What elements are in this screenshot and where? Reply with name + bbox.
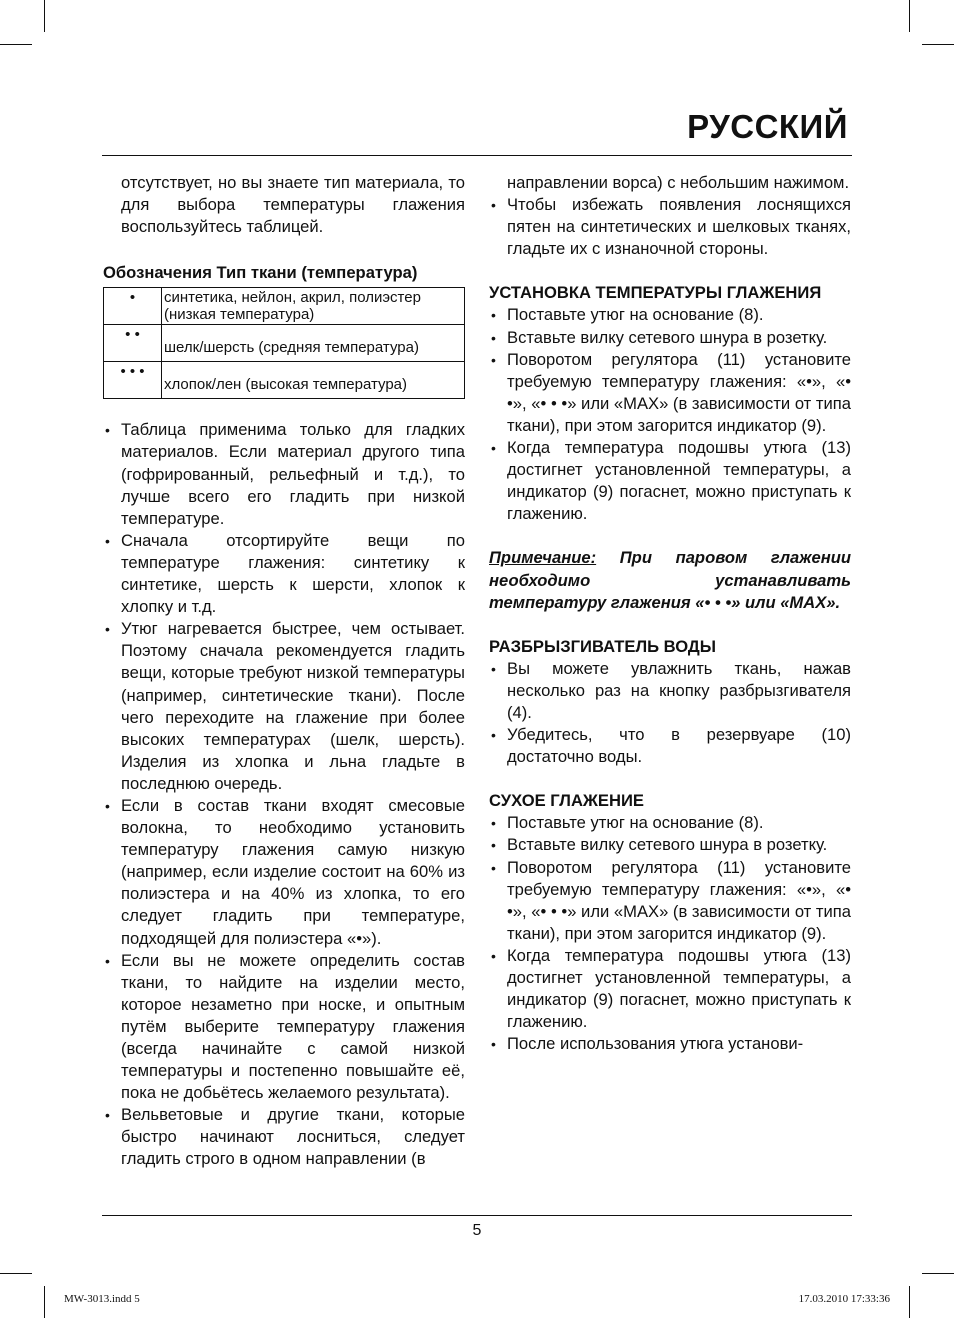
crop-mark [922,1273,954,1274]
page-title: РУССКИЙ [687,108,848,145]
slug-date: 17.03.2010 17:33:36 [798,1293,890,1305]
page-number: 5 [472,1222,482,1239]
dry-ironing-section-heading: СУХОЕ ГЛАЖЕНИЕ [489,791,644,811]
list-item: • Вставьте вилку сетевого шнура в розетку. [489,327,851,349]
list-item: • Когда температура подошвы утюга (13) достигнет установленной температуры, а индикатор (9) погаснет, можно приступать к глажению. [489,437,851,525]
intro-paragraph: отсутствует, но вы знаете тип материала, то для выбора температуры глажения воспользуйтесь таблицей. [121,173,465,237]
fabric-cell: хлопок/лен (высокая температура) [162,362,465,399]
list-item: • Убедитесь, что в резервуаре (10) достаточно воды. [489,724,851,768]
temperature-bullet-list [489,304,851,525]
note-label: Примечание: [489,548,597,568]
list-item: • Чтобы избежать появления лоснящихся пятен на синтетических и шелковых тканях, гладьте их с изнаночной стороны. [489,194,851,260]
table-row [104,362,465,399]
symbol-cell: • [104,288,162,325]
header-rule [102,155,852,156]
list-item: • Поставьте утюг на основание (8). [489,812,851,834]
list-item: • Вы можете увлажнить ткань, нажав несколько раз на кнопку разбрызгивателя (4). [489,658,851,724]
right-column [489,172,851,1055]
crop-mark [922,44,954,45]
right-top-bullet-list [489,194,851,260]
left-column [103,172,465,1171]
list-item: • Вельветовые и другие ткани, которые быстро начинают лосниться, следует гладить строго в одном направлении (в [103,1104,465,1170]
crop-mark [0,44,32,45]
list-item: • Поворотом регулятора (11) установите требуемую температуру глажения: «•», «• •», «• • •» или «MAX» (в зависимости от типа ткани), при этом загорится индикатор (9). [489,857,851,945]
dry-ironing-bullet-list [489,812,851,1055]
list-item: • Таблица применима только для гладких материалов. Если материал другого типа (гофрированный, рельефный и т.д.), то лучше всего его гладить при низкой температуре. [103,419,465,529]
fabric-table [103,287,465,399]
crop-mark [909,1286,910,1318]
list-item: • Сначала отсортируйте вещи по температуре глажения: синтетику к синтетике, шерсть к шерсти, хлопок к хлопку и т.д. [103,530,465,618]
slug-file: MW-3013.indd 5 [64,1293,140,1305]
list-item: • Утюг нагревается быстрее, чем остывает. Поэтому сначала рекомендуется гладить вещи, которые требуют низкой температуры (например, синтетические ткани). После чего переходите на глажение при более высоких температурах (шелк, шерсть). Изделия из хлопка и льна гладьте в последнюю очередь. [103,618,465,795]
table-row [104,288,465,325]
symbol-cell: • • • [104,362,162,399]
list-item: • Вставьте вилку сетевого шнура в розетку. [489,834,851,856]
crop-mark [44,0,45,32]
spray-bullet-list [489,658,851,768]
continuation-paragraph: направлении ворса) с небольшим нажимом. [507,173,850,192]
table-heading: Обозначения Тип ткани (температура) [103,263,418,283]
list-item: • После использования утюга установи- [489,1033,851,1055]
crop-mark [0,1273,32,1274]
list-item: • Поворотом регулятора (11) установите требуемую температуру глажения: «•», «• •», «• • •» или «MAX» (в зависимости от типа ткани), при этом загорится индикатор (9). [489,349,851,437]
note-text: При паровом глажении необходимо устанавливать температуру глажения «• • •» или «MAX». [489,548,851,612]
list-item: • Поставьте утюг на основание (8). [489,304,851,326]
footer-rule [102,1215,852,1216]
crop-mark [44,1286,45,1318]
left-bullet-list [103,419,465,1170]
fabric-cell: шелк/шерсть (средняя температура) [162,325,465,362]
list-item: • Если вы не можете определить состав ткани, то найдите на изделии место, которое незаметно при носке, и опытным путём выберите температуру глажения (всегда начинайте с самой низкой температуры и постепенно повышайте её, пока не добьётесь желаемого результата). [103,950,465,1105]
symbol-cell: • • [104,325,162,362]
temperature-section-heading: УСТАНОВКА ТЕМПЕРАТУРЫ ГЛАЖЕНИЯ [489,283,822,303]
spray-section-heading: РАЗБРЫЗГИВАТЕЛЬ ВОДЫ [489,636,716,656]
fabric-cell: синтетика, нейлон, акрил, полиэстер (низкая температура) [162,288,465,325]
list-item: • Если в состав ткани входят смесовые волокна, то необходимо установить температуру глажения самую низкую (например, если изделие состоит на 60% из полиэстера и на 40% из хлопка, то его следует гладить при температуре, подходящей для полиэстера «•»). [103,795,465,950]
crop-mark [909,0,910,32]
table-row [104,325,465,362]
steam-note [489,547,851,613]
list-item: • Когда температура подошвы утюга (13) достигнет установленной температуры, а индикатор (9) погаснет, можно приступать к глажению. [489,945,851,1033]
